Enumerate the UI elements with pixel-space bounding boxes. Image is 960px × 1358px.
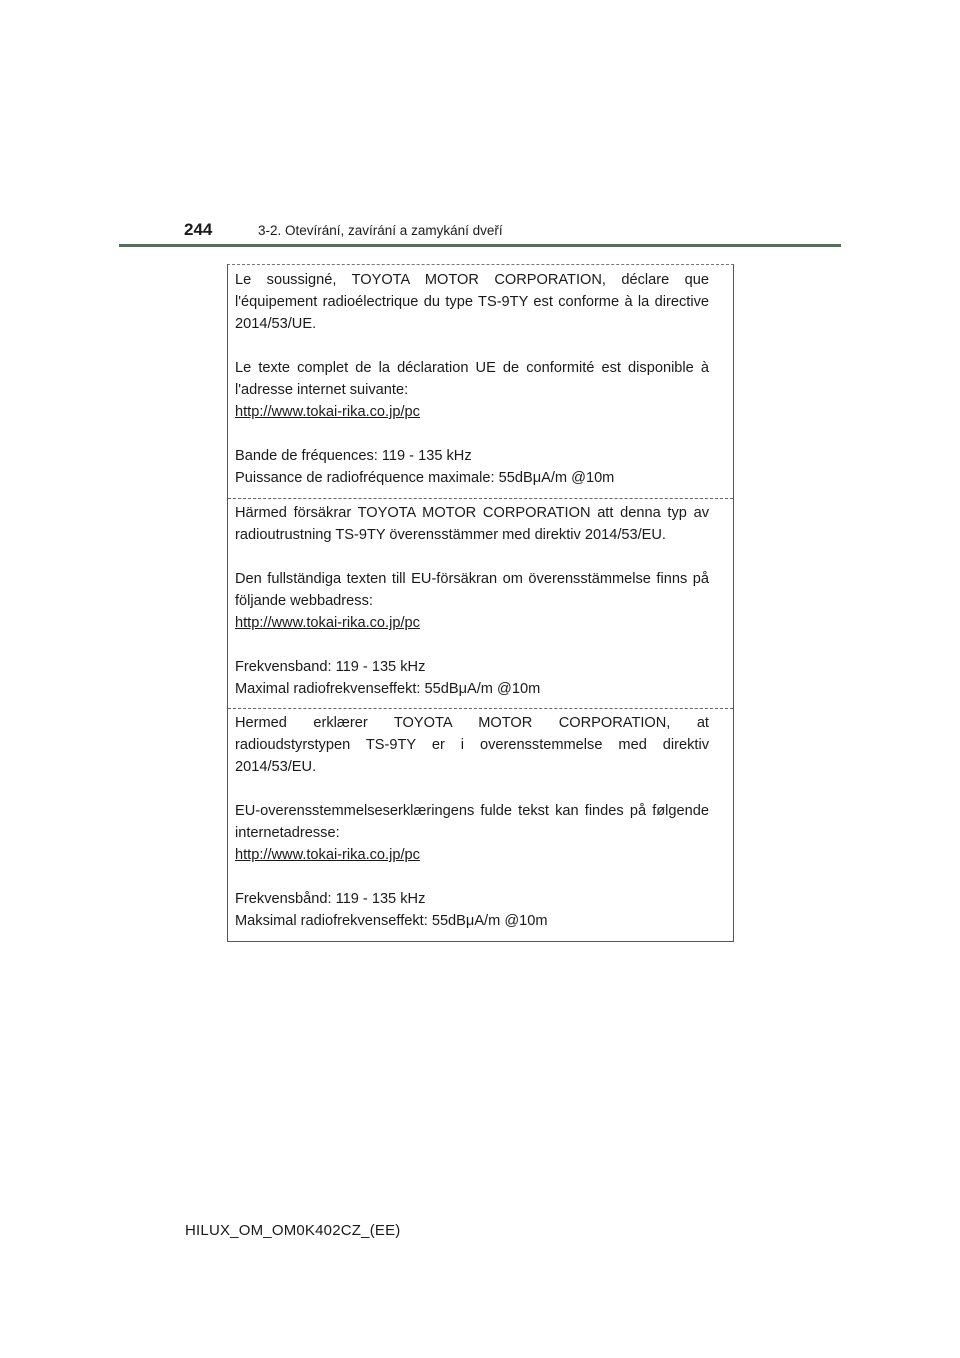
header-rule [119,244,841,247]
frequency-band-text: Bande de fréquences: 119 - 135 kHz [235,448,472,464]
notice-block-french [228,269,733,489]
availability-text: EU-overensstemmelseserklæringens fulde tekst kan findes på følgende internetadresse: [235,803,709,841]
block-divider [228,708,733,709]
max-power-text: Puissance de radiofréquence maximale: 55dBμA/m @10m [235,470,615,486]
declaration-url-link[interactable]: http://www.tokai-rika.co.jp/pc [235,404,420,420]
notice-block-danish [228,712,733,932]
regulatory-notice-box [227,264,734,942]
availability-text: Den fullständiga texten till EU-försäkran om överensstämmelse finns på följande webbadress: [235,571,709,609]
declaration-text: Hermed erklærer TOYOTA MOTOR CORPORATION, at radioudstyrstypen TS-9TY er i overensstemmelse med direktiv 2014/53/EU. [235,715,709,775]
max-power-text: Maksimal radiofrekvenseffekt: 55dBμA/m @10m [235,913,548,929]
declaration-text: Le soussigné, TOYOTA MOTOR CORPORATION, déclare que l'équipement radioélectrique du type TS-9TY est conforme à la directive 2014/53/UE. [235,272,709,332]
declaration-url-link[interactable]: http://www.tokai-rika.co.jp/pc [235,615,420,631]
max-power-text: Maximal radiofrekvenseffekt: 55dBμA/m @10m [235,681,541,697]
frequency-band-text: Frekvensband: 119 - 135 kHz [235,659,426,675]
manual-code: HILUX_OM_OM0K402CZ_(EE) [185,1222,401,1239]
declaration-text: Härmed försäkrar TOYOTA MOTOR CORPORATION att denna typ av radioutrustning TS-9TY överensstämmer med direktiv 2014/53/EU. [235,505,709,543]
declaration-url-link[interactable]: http://www.tokai-rika.co.jp/pc [235,847,420,863]
frequency-band-text: Frekvensbånd: 119 - 135 kHz [235,891,426,907]
block-divider [228,498,733,499]
notice-block-swedish [228,502,733,700]
page-number: 244 [184,220,213,239]
section-title: 3-2. Otevírání, zavírání a zamykání dveří [258,223,503,238]
availability-text: Le texte complet de la déclaration UE de conformité est disponible à l'adresse internet suivante: [235,360,709,398]
